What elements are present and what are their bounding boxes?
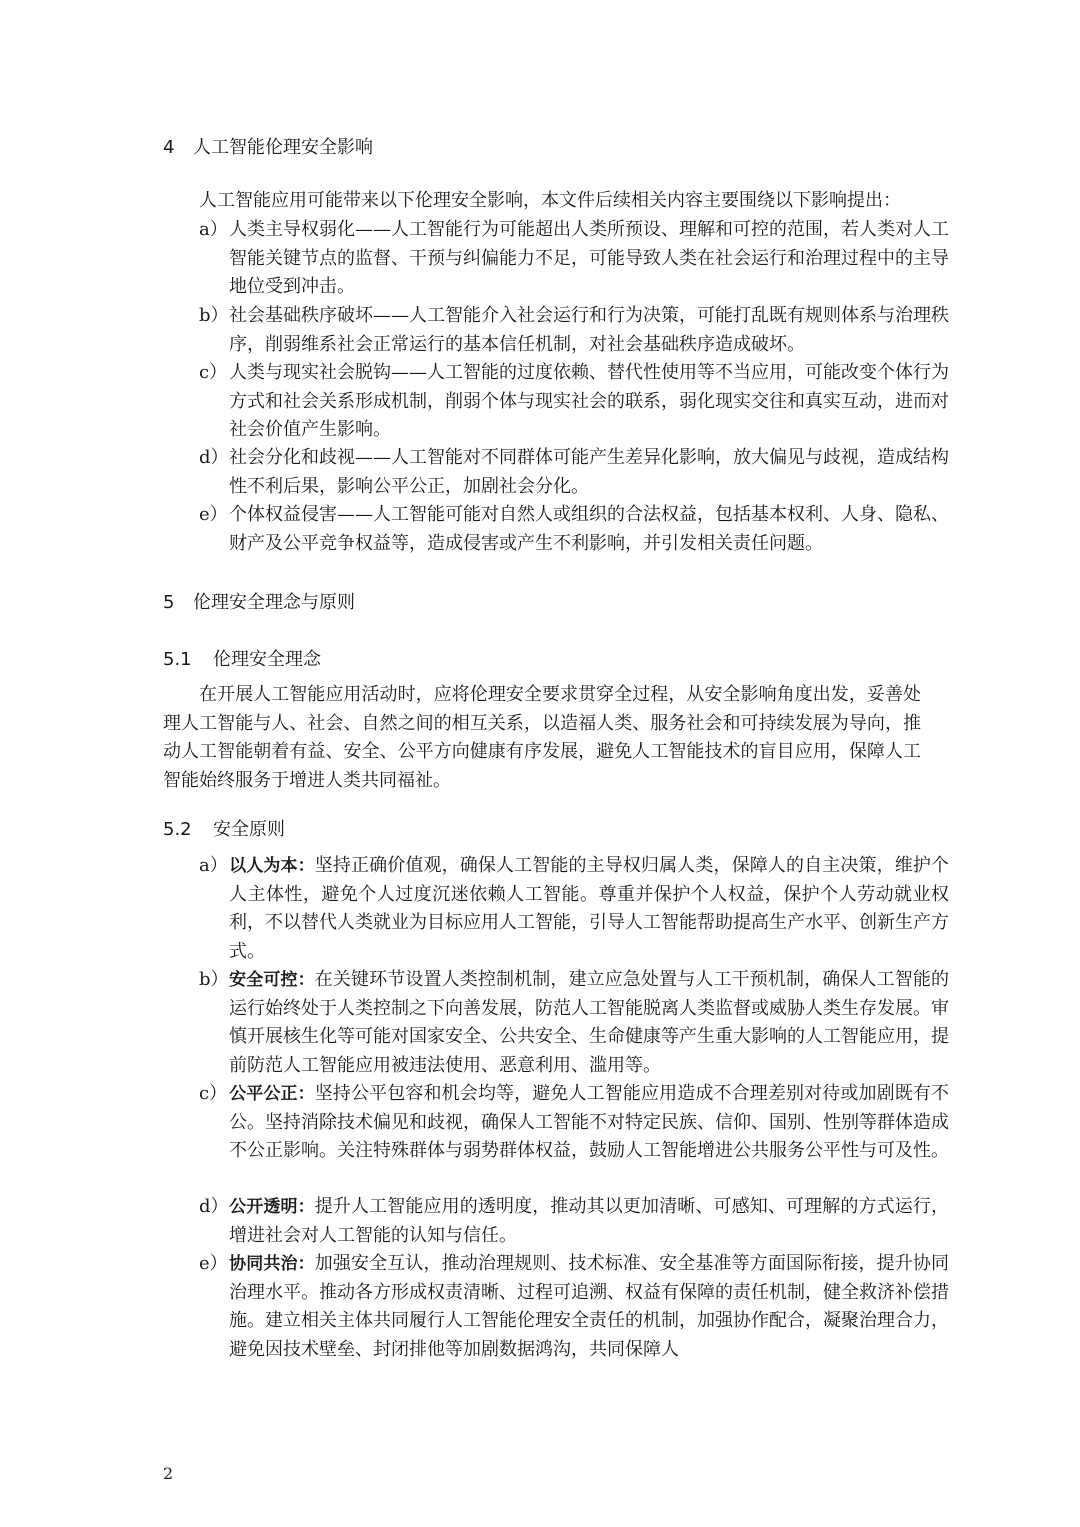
item-text: 坚持公平包容和机会均等，避免人工智能应用造成不合理差别对待或加剧既有不公。坚持消除技术偏见和歧视，确保人工智能不对特定民族、信仰、国别、性别等群体造成不公正影响。关注特殊群体与弱势群体权益，鼓励人工智能增进公共服务公平性与可及性。: [229, 1083, 949, 1161]
principle-item-c: [199, 1080, 949, 1166]
item-label: e）: [199, 504, 228, 525]
item-label: e）: [199, 1253, 228, 1274]
section-number: 5.2: [163, 819, 192, 840]
principle-item-a: [199, 852, 949, 966]
section-5-heading: [163, 588, 355, 614]
item-label: c）: [199, 362, 228, 383]
item-label: a）: [199, 219, 228, 240]
principle-item-e: [199, 1250, 949, 1364]
impact-item-a: [199, 216, 949, 302]
section-5-1-heading: [163, 645, 321, 671]
item-text: 人类与现实社会脱钩——人工智能的过度依赖、替代性使用等不当应用，可能改变个体行为方式和社会关系形成机制，削弱个体与现实社会的联系，弱化现实交往和真实互动，进而对社会价值产生影响。: [229, 362, 949, 440]
section-number: 5.1: [163, 649, 192, 670]
principle-term: 以人为本：: [229, 856, 315, 876]
item-text: 社会分化和歧视——人工智能对不同群体可能产生差异化影响，放大偏见与歧视，造成结构性不利后果，影响公平公正，加剧社会分化。: [229, 447, 949, 497]
impact-item-e: [199, 501, 949, 558]
principle-term: 公平公正：: [229, 1084, 315, 1104]
impact-item-c: [199, 359, 949, 445]
section-4-intro: 人工智能应用可能带来以下伦理安全影响，本文件后续相关内容主要围绕以下影响提出：: [199, 190, 901, 211]
item-label: c）: [199, 1083, 228, 1104]
item-text: 坚持正确价值观，确保人工智能的主导权归属人类，保障人的自主决策，维护个人主体性，避免个人过度沉迷依赖人工智能。尊重并保护个人权益，保护个人劳动就业权利，不以替代人类就业为目标应用人工智能，引导人工智能帮助提高生产水平、创新生产方式。: [229, 855, 949, 962]
section-4-heading: [163, 133, 373, 159]
item-text: 在关键环节设置人类控制机制，建立应急处置与人工干预机制，确保人工智能的运行始终处于人类控制之下向善发展，防范人工智能脱离人类监督或威胁人类生存发展。审慎开展核生化等可能对国家安全、公共安全、生命健康等产生重大影响的人工智能应用，提前防范人工智能应用被违法使用、恶意利用、滥用等。: [229, 969, 949, 1076]
item-label: b）: [199, 305, 229, 326]
section-5-1-body: 在开展人工智能应用活动时，应将伦理安全要求贯穿全过程，从安全影响角度出发，妥善处理人工智能与人、社会、自然之间的相互关系，以造福人类、服务社会和可持续发展为导向，推动人工智能朝着有益、安全、公平方向健康有序发展，避免人工智能技术的盲目应用，保障人工智能始终服务于增进人类共同福祉。: [163, 684, 921, 791]
section-title: 伦理安全理念与原则: [193, 592, 355, 613]
item-label: d）: [199, 447, 229, 468]
page-number: 2: [163, 1464, 174, 1483]
impact-item-b: [199, 302, 949, 359]
principle-term: 安全可控：: [229, 970, 315, 990]
item-text: 加强安全互认，推动治理规则、技术标准、安全基准等方面国际衔接，提升协同治理水平。推动各方形成权责清晰、过程可追溯、权益有保障的责任机制，健全救济补偿措施。建立相关主体共同履行人工智能伦理安全责任的机制，加强协作配合，凝聚治理合力，避免因技术壁垒、封闭排他等加剧数据鸿沟，共同保障人: [229, 1253, 949, 1360]
principle-item-d: [199, 1193, 949, 1250]
section-5-2-heading: [163, 815, 285, 841]
item-label: d）: [199, 1196, 229, 1217]
section-title: 安全原则: [213, 819, 285, 840]
section-number: 5: [163, 592, 175, 613]
item-text: 人类主导权弱化——人工智能行为可能超出人类所预设、理解和可控的范围，若人类对人工智能关键节点的监督、干预与纠偏能力不足，可能导致人类在社会运行和治理过程中的主导地位受到冲击。: [229, 219, 949, 297]
item-text: 个体权益侵害——人工智能可能对自然人或组织的合法权益，包括基本权利、人身、隐私、财产及公平竞争权益等，造成侵害或产生不利影响，并引发相关责任问题。: [229, 504, 949, 554]
principle-term: 公开透明：: [229, 1197, 315, 1217]
principle-item-b: [199, 966, 949, 1080]
item-label: b）: [199, 969, 229, 990]
item-text: 社会基础秩序破坏——人工智能介入社会运行和行为决策，可能打乱既有规则体系与治理秩序，削弱维系社会正常运行的基本信任机制，对社会基础秩序造成破坏。: [229, 305, 949, 355]
section-title: 伦理安全理念: [213, 649, 321, 670]
item-label: a）: [199, 855, 228, 876]
impact-item-d: [199, 444, 949, 501]
section-title: 人工智能伦理安全影响: [193, 137, 373, 158]
item-text: 提升人工智能应用的透明度，推动其以更加清晰、可感知、可理解的方式运行，增进社会对人工智能的认知与信任。: [229, 1196, 949, 1246]
principle-term: 协同共治：: [229, 1254, 315, 1274]
section-number: 4: [163, 137, 175, 158]
